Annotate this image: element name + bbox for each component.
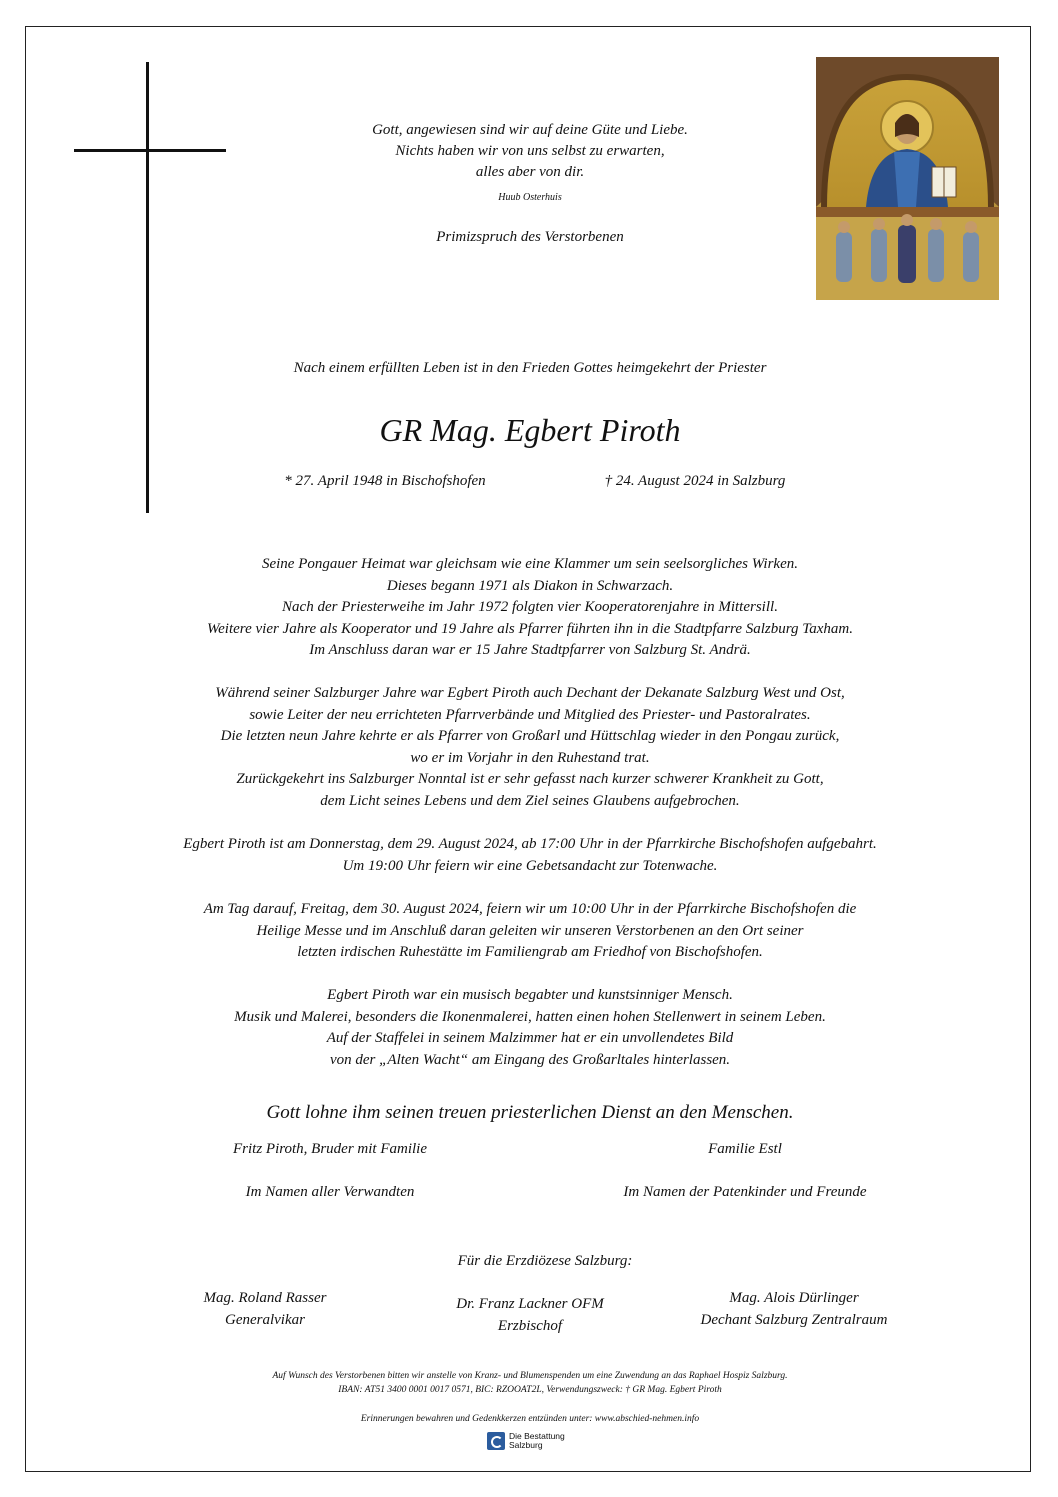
mourner-left-2: Im Namen aller Verwandten xyxy=(245,1184,415,1200)
scripture-quote xyxy=(280,120,780,183)
biography-paragraph xyxy=(80,683,980,812)
funeral-home-logo xyxy=(487,1432,565,1450)
signer-vicar-general xyxy=(150,1287,380,1331)
paragraph-line: Um 19:00 Uhr feiern wir eine Gebetsandacht zur Totenwache. xyxy=(342,857,718,874)
paragraph-line: von der „Alten Wacht“ am Eingang des Großarltales hinterlassen. xyxy=(329,1051,731,1068)
viewing-paragraph xyxy=(80,834,980,877)
birth-date: * 27. April 1948 in Bischofshofen xyxy=(284,473,486,489)
paragraph-line: dem Licht seines Lebens und dem Ziel seines Glaubens aufgebrochen. xyxy=(320,792,740,809)
paragraph-line: letzten irdischen Ruhestätte im Familiengrab am Friedhof von Bischofshofen. xyxy=(297,944,763,960)
biography-paragraph xyxy=(80,554,980,662)
paragraph-line: Am Tag darauf, Freitag, dem 30. August 2024, feiern wir um 10:00 Uhr in der Pfarrkirche Bischofshofen die xyxy=(203,901,857,917)
quote-line: alles aber von dir. xyxy=(475,164,585,180)
closing-blessing: Gott lohne ihm seinen treuen priesterlichen Dienst an den Menschen. xyxy=(266,1102,794,1123)
signer-name: Mag. Roland Rasser xyxy=(203,1290,327,1306)
signer-name: Dr. Franz Lackner OFM xyxy=(456,1296,604,1312)
bank-details: IBAN: AT51 3400 0001 0017 0571, BIC: RZOOAT2L, Verwendungszweck: † GR Mag. Egbert Piroth xyxy=(338,1385,722,1395)
death-date: † 24. August 2024 in Salzburg xyxy=(604,473,786,489)
memorial-website-note: Erinnerungen bewahren und Gedenkkerzen entzünden unter: www.abschied-nehmen.info xyxy=(360,1414,700,1424)
paragraph-line: Weitere vier Jahre als Kooperator und 19 Jahre als Pfarrer führten ihn in die Stadtpfarre Salzburg Taxham. xyxy=(207,620,853,637)
logo-text-line: Salzburg xyxy=(509,1440,543,1450)
paragraph-line: Dieses begann 1971 als Diakon in Schwarzach. xyxy=(386,577,674,594)
mourner-right-1: Familie Estl xyxy=(708,1141,782,1157)
signer-dean xyxy=(664,1287,924,1331)
signer-archbishop xyxy=(415,1293,645,1337)
cross-horizontal-bar xyxy=(74,149,226,152)
diocese-heading: Für die Erzdiözese Salzburg: xyxy=(457,1253,633,1269)
signer-title: Erzbischof xyxy=(497,1318,563,1334)
paragraph-line: Auf der Staffelei in seinem Malzimmer hat er ein unvollendetes Bild xyxy=(326,1030,734,1046)
quote-line: Gott, angewiesen sind wir auf deine Güte und Liebe. xyxy=(372,122,688,138)
quote-author: Huub Osterhuis xyxy=(498,192,562,203)
paragraph-line: Seine Pongauer Heimat war gleichsam wie eine Klammer um sein seelsorgliches Wirken. xyxy=(261,556,798,572)
paragraph-line: Die letzten neun Jahre kehrte er als Pfarrer von Großarl und Hüttschlag wieder in den Pongau zurück, xyxy=(220,728,840,744)
logo-text xyxy=(509,1432,565,1450)
paragraph-line: Egbert Piroth war ein musisch begabter und kunstsinniger Mensch. xyxy=(327,987,733,1003)
logo-text-line: Die Bestattung xyxy=(509,1431,565,1441)
donation-note xyxy=(80,1369,980,1397)
mourner-right-2: Im Namen der Patenkinder und Freunde xyxy=(623,1184,867,1200)
paragraph-line: Musik und Malerei, besonders die Ikonenmalerei, hatten einen hohen Stellenwert in seinem Leben. xyxy=(234,1008,826,1025)
paragraph-line: Zurückgekehrt ins Salzburger Nonntal ist er sehr gefasst nach kurzer schwerer Krankheit zu Gott, xyxy=(236,771,824,787)
paragraph-line: Im Anschluss daran war er 15 Jahre Stadtpfarrer von Salzburg St. Andrä. xyxy=(309,642,751,658)
paragraph-line: Heilige Messe und im Anschluß daran geleiten wir unseren Verstorbenen an den Ort seiner xyxy=(256,922,804,939)
paragraph-line: Während seiner Salzburger Jahre war Egbert Piroth auch Dechant der Dekanate Salzburg West und Ost, xyxy=(215,685,845,701)
paragraph-line: wo er im Vorjahr in den Ruhestand trat. xyxy=(410,749,650,766)
paragraph-line: Egbert Piroth ist am Donnerstag, dem 29. August 2024, ab 17:00 Uhr in der Pfarrkirche Bischofshofen aufgebahrt. xyxy=(183,836,877,852)
personal-paragraph xyxy=(80,985,980,1071)
signer-name: Mag. Alois Dürlinger xyxy=(729,1290,859,1306)
bestattung-logo-icon xyxy=(487,1432,505,1450)
donation-line: Auf Wunsch des Verstorbenen bitten wir anstelle von Kranz- und Blumenspenden um eine Zuwendung an das Raphael Hospiz Salzburg. xyxy=(272,1371,788,1381)
signer-title: Generalvikar xyxy=(225,1312,305,1328)
primiz-motto: Primizspruch des Verstorbenen xyxy=(436,229,624,245)
signer-title: Dechant Salzburg Zentralraum xyxy=(700,1312,888,1328)
funeral-paragraph xyxy=(80,899,980,964)
paragraph-line: sowie Leiter der neu errichteten Pfarrverbände und Mitglied des Priester- und Pastoralrates. xyxy=(249,706,811,723)
mourner-left-1: Fritz Piroth, Bruder mit Familie xyxy=(232,1141,428,1157)
deceased-name: GR Mag. Egbert Piroth xyxy=(379,412,681,448)
paragraph-line: Nach der Priesterweihe im Jahr 1972 folgten vier Kooperatorenjahre in Mittersill. xyxy=(282,599,778,615)
intro-text: Nach einem erfüllten Leben ist in den Frieden Gottes heimgekehrt der Priester xyxy=(293,360,767,376)
christ-pantocrator-mosaic-image xyxy=(816,57,999,300)
quote-line: Nichts haben wir von uns selbst zu erwarten, xyxy=(395,143,665,159)
